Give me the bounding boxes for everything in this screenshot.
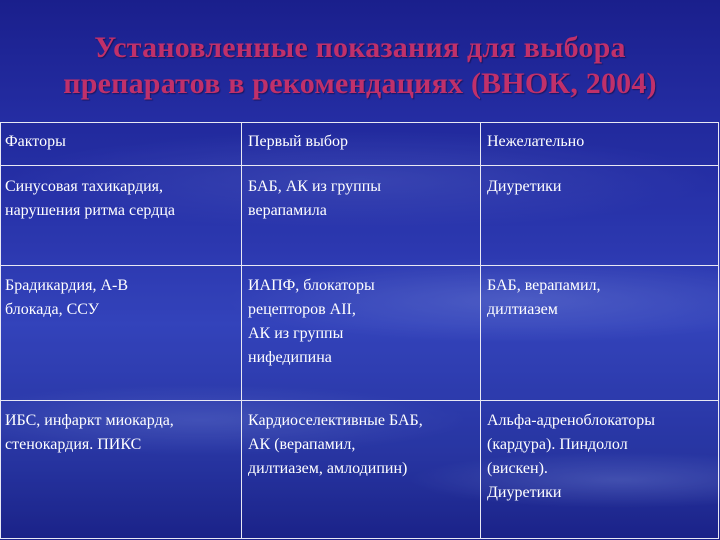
cell-line: рецепторов АII, — [248, 301, 356, 318]
cell-factors — [1, 401, 242, 539]
cell-line: блокада, ССУ — [5, 301, 100, 318]
cell-line: дилтиазем, амлодипин) — [248, 460, 408, 477]
table-row — [1, 166, 719, 266]
header-cell-undesirable: Нежелательно — [481, 123, 719, 166]
cell-line: (вискен). — [487, 460, 548, 477]
cell-factors — [1, 266, 242, 401]
table-row — [1, 266, 719, 401]
cell-line: Диуретики — [487, 178, 562, 195]
cell-line: стенокардия. ПИКС — [5, 436, 142, 453]
cell-first-choice — [242, 166, 481, 266]
cell-undesirable — [481, 401, 719, 539]
cell-line: Брадикардия, А-В — [5, 277, 129, 294]
cell-line: Диуретики — [487, 484, 562, 501]
cell-undesirable — [481, 266, 719, 401]
cell-line: АК (верапамил, — [248, 436, 356, 453]
cell-first-choice — [242, 266, 481, 401]
cell-line: верапамила — [248, 202, 327, 219]
table-header-row — [1, 123, 719, 166]
table-row — [1, 401, 719, 539]
cell-line: нифедипина — [248, 349, 332, 366]
cell-first-choice — [242, 401, 481, 539]
cell-line: АК из группы — [248, 325, 344, 342]
cell-factors — [1, 166, 242, 266]
indications-table — [0, 122, 719, 539]
cell-line: нарушения ритма сердца — [5, 202, 176, 219]
slide-title — [0, 30, 720, 102]
cell-line: ИБС, инфаркт миокарда, — [5, 412, 174, 429]
cell-line: БАБ, АК из группы — [248, 178, 382, 195]
header-cell-first-choice: Первый выбор — [242, 123, 481, 166]
cell-line: Кардиоселективные БАБ, — [248, 412, 423, 429]
cell-undesirable — [481, 166, 719, 266]
cell-line: Альфа-адреноблокаторы — [487, 412, 656, 429]
slide-title-line-2: препаратов в рекомендациях (ВНОК, 2004) — [63, 67, 657, 100]
cell-line: дилтиазем — [487, 301, 558, 318]
header-cell-factors: Факторы — [1, 123, 242, 166]
cell-line: БАБ, верапамил, — [487, 277, 601, 294]
slide-title-line-1: Установленные показания для выбора — [94, 31, 626, 64]
cell-line: (кардура). Пиндолол — [487, 436, 628, 453]
cell-line: Синусовая тахикардия, — [5, 178, 164, 195]
cell-line: ИАПФ, блокаторы — [248, 277, 375, 294]
